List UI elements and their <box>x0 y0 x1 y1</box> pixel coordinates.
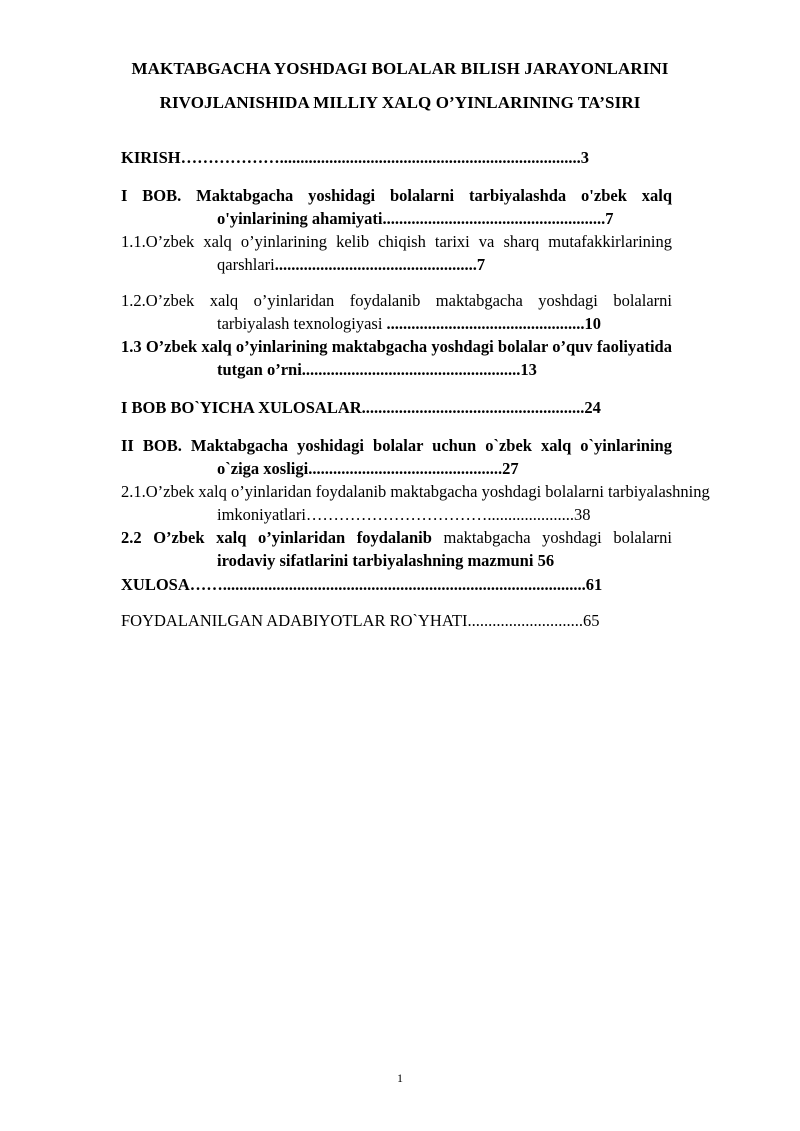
toc-entry-section-2-1-tail-text: imkoniyatlari…………………………….....................38 <box>217 505 591 524</box>
toc-entry-xulosa: XULOSA……........................................................................................61 <box>121 575 603 594</box>
document-title-line-2: RIVOJLANISHIDA MILLIY XALQ O’YINLARINING TA’SIRI <box>159 93 641 112</box>
toc-entry-section-1-1 <box>121 230 672 276</box>
toc-entry-section-2-2 <box>121 526 672 572</box>
toc-entry-section-1-2-text: 1.2.O’zbek xalq o’yinlaridan foydalanib maktabgacha yoshdagi bolalarni tarbiyalash texnologiyasi <box>121 291 672 333</box>
toc-entry-section-2-1-tail <box>121 503 672 526</box>
toc-entry-kirish: KIRISH……………….........................................................................3 <box>121 148 589 167</box>
toc-entry-section-1-2-page: ................................................10 <box>382 314 602 333</box>
toc-entry-section-2-2-bold-end: irodaviy sifatlarini tarbiyalashning mazmuni 56 <box>217 551 555 570</box>
toc-entry-chapter-2: II BOB. Maktabgacha yoshidagi bolalar uchun o`zbek xalq o`yinlarining o`ziga xosligi...............................................27 <box>121 436 672 478</box>
page-number: 1 <box>397 1071 403 1085</box>
toc-entry-chapter-1-conclusion: I BOB BO`YICHA XULOSALAR......................................................24 <box>121 398 601 417</box>
document-title-line-1: MAKTABGACHA YOSHDAGI BOLALAR BILISH JARAYONLARINI <box>131 59 669 78</box>
toc-entry-references: FOYDALANILGAN ADABIYOTLAR RO`YHATI............................65 <box>121 611 600 630</box>
toc-entry-section-2-2-plain: maktabgacha yoshdagi bolalarni <box>431 528 672 547</box>
toc-entry-section-2-2-bold-start: 2.2 O’zbek xalq o’yinlaridan foydalanib <box>121 528 432 547</box>
toc-entry-section-1-3: 1.3 O’zbek xalq o’yinlarining maktabgacha yoshdagi bolalar o’quv faoliyatida tutgan o’rni.....................................................13 <box>121 337 672 379</box>
toc-entry-chapter-1: I BOB. Maktabgacha yoshidagi bolalarni tarbiyalashda o'zbek xalq o'yinlarining ahamiyati......................................................7 <box>121 186 672 228</box>
toc-entry-section-1-1-text: 1.1.O’zbek xalq o’yinlarining kelib chiqish tarixi va sharq mutafakkirlarining qarshlari <box>121 232 672 274</box>
toc-entry-section-1-2 <box>121 289 672 335</box>
toc-entry-section-2-1: 2.1.O’zbek xalq o’yinlaridan foydalanib maktabgacha yoshdagi bolalarni tarbiyalashning <box>121 482 710 501</box>
table-of-contents <box>121 146 710 632</box>
toc-entry-section-1-1-page: .................................................7 <box>274 255 486 274</box>
